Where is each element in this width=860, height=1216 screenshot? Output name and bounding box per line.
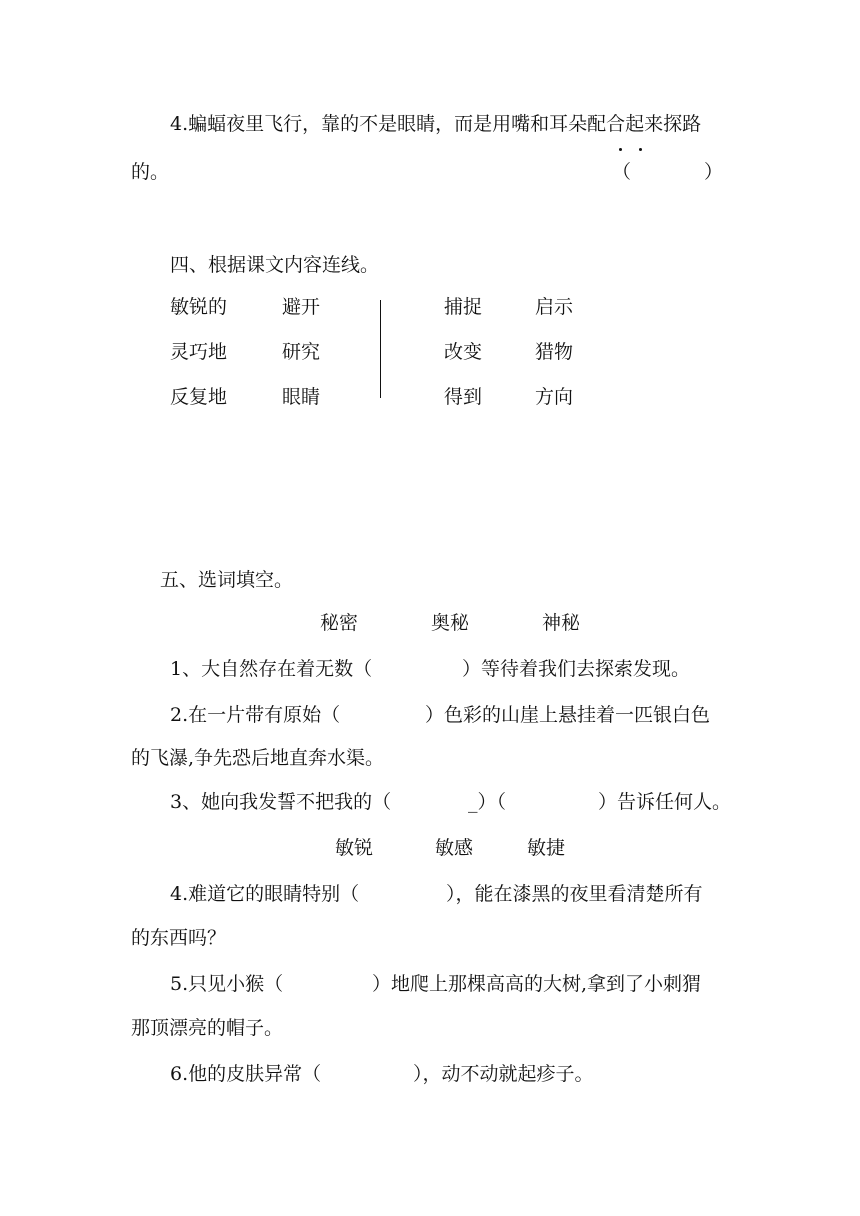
word-choice: 秘密 bbox=[320, 612, 359, 634]
match-right-word: 方向 bbox=[535, 386, 574, 408]
match-left-word: 眼睛 bbox=[282, 386, 321, 408]
match-left-word: 研究 bbox=[282, 341, 321, 363]
section-4-title: 四、根据课文内容连线。 bbox=[170, 254, 380, 276]
question-4-line-1: 4.蝙蝠夜里飞行，靠的不是眼睛，而是用嘴和耳朵配合起来探路 bbox=[170, 113, 702, 135]
emphasis-dot bbox=[639, 148, 642, 151]
fill-question-3-a: 3、她向我发誓不把我的（ bbox=[170, 791, 392, 813]
column-divider bbox=[380, 300, 381, 398]
section-5-title: 五、选词填空。 bbox=[160, 569, 294, 591]
emphasis-dot bbox=[619, 148, 622, 151]
match-right-word: 猎物 bbox=[535, 341, 574, 363]
fill-question-2-a: 2.在一片带有原始（ bbox=[170, 704, 341, 726]
word-choice: 神秘 bbox=[542, 612, 581, 634]
fill-question-2-b: ）色彩的山崖上悬挂着一匹银白色 bbox=[425, 704, 711, 726]
match-right-word: 捕捉 bbox=[444, 296, 483, 318]
fill-question-5-a: 5.只见小猴（ bbox=[170, 973, 284, 995]
fill-question-5-line-2: 那顶漂亮的帽子。 bbox=[131, 1017, 284, 1039]
word-choice: 敏锐 bbox=[335, 837, 374, 859]
answer-paren-open: （ bbox=[612, 161, 632, 183]
fill-question-6-a: 6.他的皮肤异常（ bbox=[170, 1063, 322, 1085]
match-right-word: 得到 bbox=[444, 386, 483, 408]
fill-question-2-line-2: 的飞瀑,争先恐后地直奔水渠。 bbox=[131, 747, 385, 769]
match-right-word: 启示 bbox=[535, 296, 574, 318]
fill-question-1-a: 1、大自然存在着无数（ bbox=[170, 658, 373, 680]
match-left-word: 灵巧地 bbox=[170, 341, 228, 363]
fill-question-4-a: 4.难道它的眼睛特别（ bbox=[170, 883, 360, 905]
word-choice: 奥秘 bbox=[431, 612, 470, 634]
question-4-line-2: 的。 bbox=[131, 161, 170, 183]
fill-question-4-b: ），能在漆黑的夜里看清楚所有 bbox=[446, 883, 703, 905]
match-left-word: 敏锐的 bbox=[170, 296, 228, 318]
word-choice: 敏感 bbox=[435, 837, 474, 859]
fill-question-5-b: ）地爬上那棵高高的大树,拿到了小刺猬 bbox=[372, 973, 702, 995]
fill-question-1-b: ）等待着我们去探索发现。 bbox=[462, 658, 691, 680]
match-left-word: 反复地 bbox=[170, 386, 228, 408]
fill-question-6-b: ），动不动就起疹子。 bbox=[413, 1063, 594, 1085]
match-right-word: 改变 bbox=[444, 341, 483, 363]
fill-question-4-line-2: 的东西吗？ bbox=[131, 927, 227, 949]
fill-question-3-b: _）（ bbox=[468, 791, 507, 813]
answer-paren-close: ） bbox=[704, 161, 724, 183]
word-choice: 敏捷 bbox=[527, 837, 566, 859]
match-left-word: 避开 bbox=[282, 296, 321, 318]
fill-question-3-c: ）告诉任何人。 bbox=[598, 791, 732, 813]
